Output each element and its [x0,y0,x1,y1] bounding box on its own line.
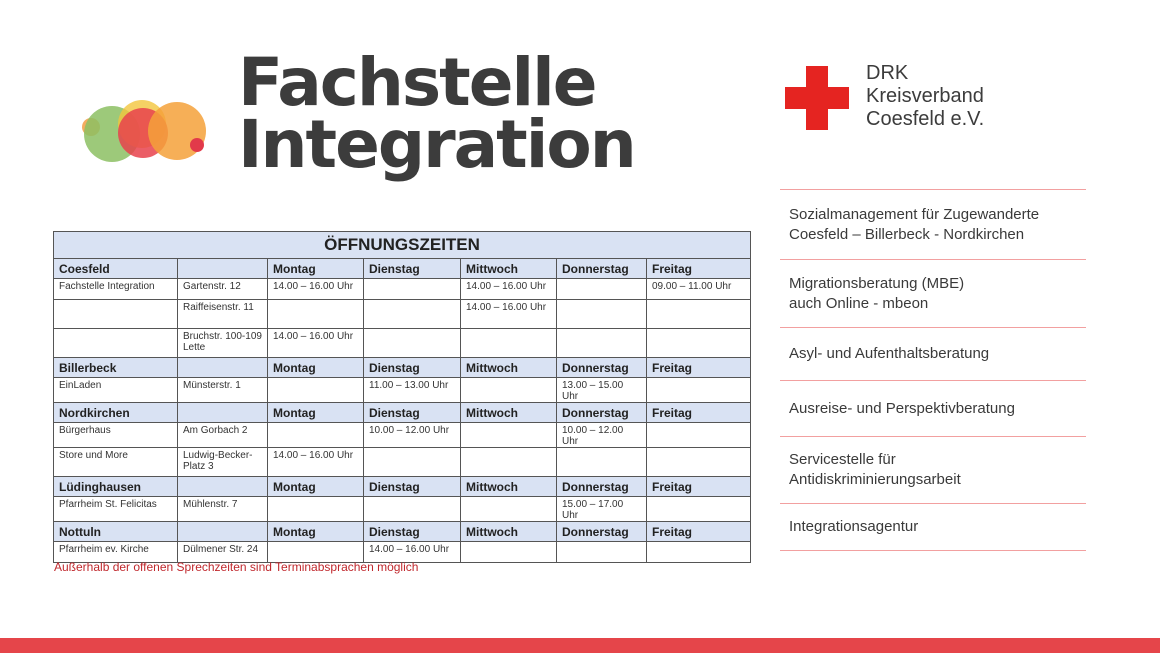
time-cell: 10.00 – 12.00 Uhr [557,423,647,448]
day-header: Freitag [647,477,751,497]
service-item [780,381,1086,436]
table-caption: ÖFFNUNGSZEITEN [54,232,751,259]
time-cell [557,300,647,329]
section-name: Nordkirchen [54,403,178,423]
address-cell: Dülmener Str. 24 [178,542,268,563]
time-cell [268,300,364,329]
service-line: Asyl- und Aufenthaltsberatung [789,345,990,362]
footer-bar [0,638,1160,653]
org-line-2: Kreisverband [866,85,984,107]
time-cell: 14.00 – 16.00 Uhr [461,300,557,329]
address-cell: Ludwig-Becker-Platz 3 [178,448,268,477]
place-cell: Pfarrheim St. Felicitas [54,497,178,522]
day-header: Freitag [647,358,751,378]
address-cell: Bruchstr. 100-109 Lette [178,329,268,358]
time-cell: 14.00 – 16.00 Uhr [268,448,364,477]
time-cell [268,423,364,448]
empty-cell [178,259,268,279]
section-header [54,477,751,497]
time-cell [557,279,647,300]
services-list [780,189,1086,551]
red-cross-icon [785,66,849,130]
place-cell: Store und More [54,448,178,477]
time-cell [364,329,461,358]
time-cell [268,378,364,403]
time-cell [557,448,647,477]
empty-cell [178,477,268,497]
time-cell [364,300,461,329]
time-cell: 14.00 – 16.00 Uhr [364,542,461,563]
day-header: Donnerstag [557,403,647,423]
service-line: Sozialmanagement für Zugewanderte [789,205,1040,223]
appointment-note: Außerhalb der offenen Sprechzeiten sind Terminabsprachen möglich [54,560,419,574]
empty-cell [178,358,268,378]
time-cell [268,497,364,522]
time-cell [647,329,751,358]
place-cell [54,329,178,358]
day-header: Freitag [647,522,751,542]
day-header: Dienstag [364,477,461,497]
page-title [238,44,635,183]
day-header: Mittwoch [461,522,557,542]
time-cell [461,448,557,477]
day-header: Donnerstag [557,477,647,497]
day-header: Montag [268,358,364,378]
time-cell [461,423,557,448]
org-line-1: DRK [866,62,909,84]
time-cell [647,448,751,477]
day-header: Dienstag [364,403,461,423]
time-cell [647,497,751,522]
day-header: Mittwoch [461,403,557,423]
title-line-2: Integration [238,106,635,183]
section-name: Coesfeld [54,259,178,279]
time-cell [461,542,557,563]
org-name [866,62,984,131]
service-item [780,504,1086,550]
section-header [54,522,751,542]
day-header: Mittwoch [461,358,557,378]
section-name: Nottuln [54,522,178,542]
org-line-3: Coesfeld e.V. [866,108,985,130]
day-header: Dienstag [364,259,461,279]
time-cell [557,542,647,563]
section-name: Billerbeck [54,358,178,378]
section-name: Lüdinghausen [54,477,178,497]
day-header: Dienstag [364,358,461,378]
day-header: Montag [268,259,364,279]
service-line: Coesfeld – Billerbeck - Nordkirchen [789,225,1025,243]
address-cell: Mühlenstr. 7 [178,497,268,522]
section-header [54,259,751,279]
title-line-1: Fachstelle [238,44,596,121]
day-header: Freitag [647,403,751,423]
table-row [54,497,751,522]
time-cell: 15.00 – 17.00 Uhr [557,497,647,522]
place-cell: Bürgerhaus [54,423,178,448]
day-header: Dienstag [364,522,461,542]
time-cell [647,378,751,403]
time-cell [557,329,647,358]
address-cell: Gartenstr. 12 [178,279,268,300]
time-cell [364,448,461,477]
time-cell [647,423,751,448]
day-header: Donnerstag [557,522,647,542]
time-cell [364,497,461,522]
time-cell [461,497,557,522]
integration-logo [76,98,216,168]
section-header [54,403,751,423]
empty-cell [178,522,268,542]
time-cell: 11.00 – 13.00 Uhr [364,378,461,403]
service-item [780,328,1086,380]
time-cell: 13.00 – 15.00 Uhr [557,378,647,403]
time-cell: 10.00 – 12.00 Uhr [364,423,461,448]
table-row [54,329,751,358]
opening-hours-table [53,231,751,563]
time-cell [364,279,461,300]
divider [780,550,1086,551]
time-cell [461,378,557,403]
empty-cell [178,403,268,423]
address-cell: Raiffeisenstr. 11 [178,300,268,329]
place-cell [54,300,178,329]
service-item [780,437,1086,503]
time-cell [461,329,557,358]
table-row [54,279,751,300]
service-line: auch Online - mbeon [789,294,929,312]
day-header: Mittwoch [461,477,557,497]
address-cell: Münsterstr. 1 [178,378,268,403]
table-row [54,448,751,477]
day-header: Donnerstag [557,259,647,279]
time-cell [647,300,751,329]
day-header: Montag [268,477,364,497]
time-cell [647,542,751,563]
service-line: Servicestelle für [789,451,896,468]
service-line: Integrationsagentur [789,518,919,535]
time-cell: 09.00 – 11.00 Uhr [647,279,751,300]
service-item [780,190,1086,259]
service-line: Antidiskriminierungsarbeit [789,471,961,488]
address-cell: Am Gorbach 2 [178,423,268,448]
time-cell: 14.00 – 16.00 Uhr [268,279,364,300]
place-cell: Pfarrheim ev. Kirche [54,542,178,563]
place-cell: EinLaden [54,378,178,403]
time-cell: 14.00 – 16.00 Uhr [268,329,364,358]
day-header: Montag [268,522,364,542]
table-row [54,300,751,329]
day-header: Freitag [647,259,751,279]
day-header: Montag [268,403,364,423]
day-header: Donnerstag [557,358,647,378]
day-header: Mittwoch [461,259,557,279]
time-cell: 14.00 – 16.00 Uhr [461,279,557,300]
service-item [780,260,1086,327]
service-line: Migrationsberatung (MBE) [789,274,965,292]
table-row [54,423,751,448]
section-header [54,358,751,378]
place-cell: Fachstelle Integration [54,279,178,300]
table-row [54,378,751,403]
service-line: Ausreise- und Perspektivberatung [789,399,1015,417]
